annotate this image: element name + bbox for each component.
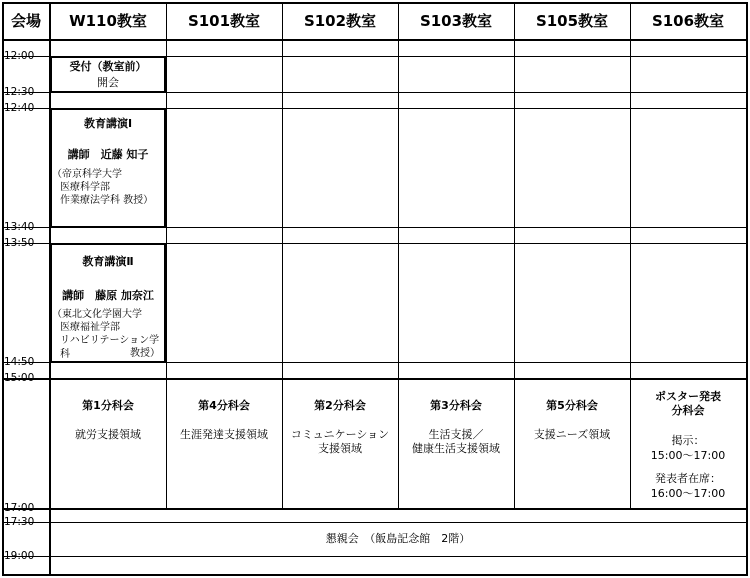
- lecture1-speaker: 講師 近藤 知子: [67, 148, 149, 161]
- time-label-1500: 15:00: [4, 372, 35, 384]
- session-3-topic-line2: 健康生活支援領域: [412, 442, 500, 455]
- room-header-s102: S102教室: [303, 12, 377, 30]
- time-label-1240: 12:40: [4, 102, 35, 114]
- poster-title-line2: 分科会: [671, 404, 705, 417]
- poster-presence-time: 16:00〜17:00: [650, 487, 726, 500]
- time-label-1900: 19:00: [4, 550, 35, 562]
- row-line-1500: [2, 378, 748, 380]
- session-3-topic-line1: 生活支援／: [428, 428, 484, 441]
- lecture2-affiliation-4: 教授）: [130, 348, 160, 359]
- poster-presence-label: 発表者在席：: [655, 472, 721, 485]
- lecture1-affiliation-3: 作業療法学科 教授）: [60, 195, 154, 206]
- lecture2-speaker: 講師 藤原 加奈江: [62, 289, 154, 302]
- lecture2-affiliation-1: （東北文化学園大学: [52, 309, 142, 320]
- lecture1-title: 教育講演Ⅰ: [83, 117, 133, 130]
- poster-display-time: 15:00〜17:00: [650, 449, 726, 462]
- session-4-title: 第4分科会: [198, 399, 250, 412]
- reception-party: 懇親会 （飯島記念館 2階）: [325, 532, 471, 545]
- header-divider: [2, 39, 748, 41]
- lecture2-affiliation-3: リハビリテーション学科: [60, 335, 160, 360]
- lecture1-cell: [50, 108, 166, 228]
- session-5-topic: 支援ニーズ領域: [533, 428, 611, 441]
- poster-display-label: 掲示：: [671, 434, 705, 447]
- col-divider-5: [630, 2, 631, 508]
- time-label-1340: 13:40: [4, 221, 35, 233]
- time-label-1450: 14:50: [4, 356, 35, 368]
- room-header-w110: W110教室: [69, 12, 147, 30]
- session-4-topic: 生涯発達支援領域: [180, 428, 268, 441]
- lecture2-cell: [50, 243, 166, 363]
- session-3-title: 第3分科会: [430, 399, 482, 412]
- room-header-s103: S103教室: [419, 12, 493, 30]
- row-line-1730: [2, 522, 748, 523]
- lecture2-title: 教育講演Ⅱ: [82, 255, 134, 268]
- reception-label: 受付（教室前）: [69, 60, 147, 73]
- room-header-s105: S105教室: [535, 12, 609, 30]
- room-header-s101: S101教室: [187, 12, 261, 30]
- row-line-1900: [2, 556, 748, 557]
- poster-title-line1: ポスター発表: [655, 390, 721, 403]
- time-label-1230: 12:30: [4, 86, 35, 98]
- lecture2-affiliation-2: 医療福祉学部: [60, 322, 120, 333]
- time-label-1200: 12:00: [4, 50, 35, 62]
- row-line-1700: [2, 508, 748, 510]
- session-2-topic-line2: 支援領域: [318, 442, 362, 455]
- time-label-1700: 17:00: [4, 502, 35, 514]
- venue-header: 会場: [10, 12, 41, 30]
- opening-label: 開会: [97, 76, 119, 89]
- session-5-title: 第5分科会: [546, 399, 598, 412]
- session-2-title: 第2分科会: [314, 399, 366, 412]
- lecture1-affiliation-2: 医療科学部: [60, 182, 110, 193]
- time-label-1350: 13:50: [4, 237, 35, 249]
- session-1-title: 第1分科会: [82, 399, 134, 412]
- lecture1-affiliation-1: （帝京科学大学: [52, 169, 122, 180]
- time-label-1730: 17:30: [4, 516, 35, 528]
- reception-cell: [50, 56, 166, 93]
- room-header-s106: S106教室: [651, 12, 725, 30]
- session-1-topic: 就労支援領域: [75, 428, 141, 441]
- session-2-topic-line1: コミュニケーション: [290, 428, 390, 441]
